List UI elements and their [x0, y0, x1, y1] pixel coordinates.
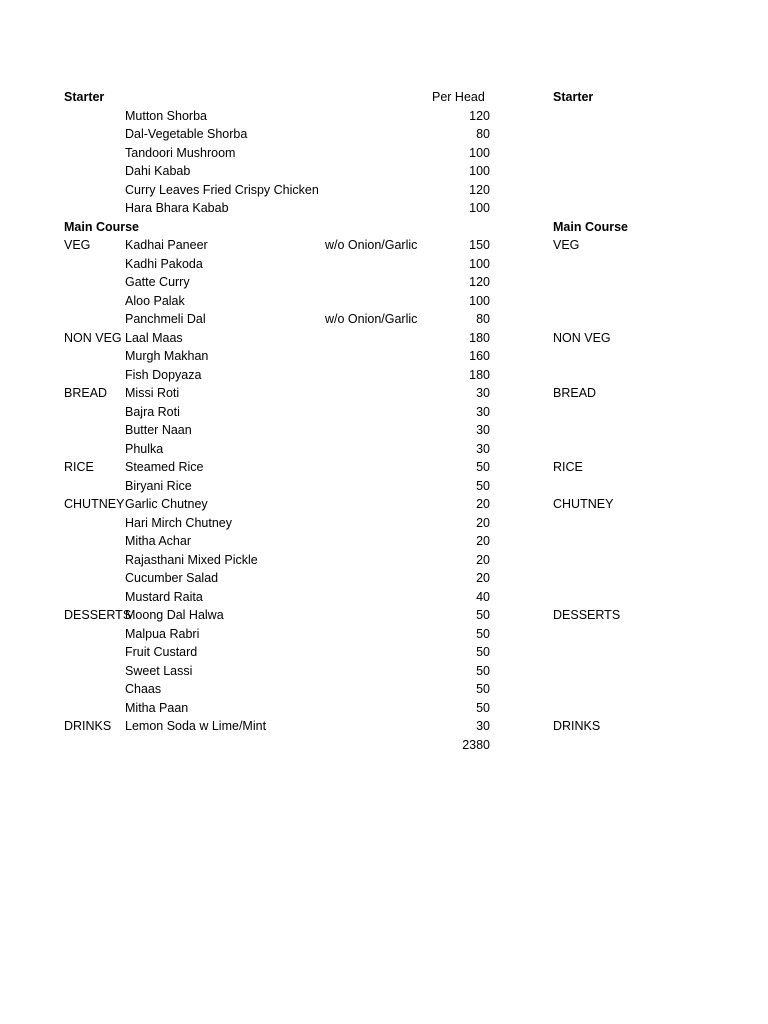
menu-row	[64, 662, 714, 681]
starter-heading: Starter	[64, 90, 105, 104]
item-name: Butter Naan	[125, 423, 192, 437]
item-note: w/o Onion/Garlic	[325, 312, 418, 326]
item-price: 100	[469, 256, 490, 271]
item-name: Hari Mirch Chutney	[125, 515, 232, 530]
item-price: 180	[469, 330, 490, 345]
menu-row	[64, 310, 714, 329]
item-price: 120	[469, 275, 490, 289]
menu-row	[64, 292, 714, 311]
menu-row	[64, 329, 714, 348]
item-price: 40	[476, 589, 490, 604]
starter-row	[64, 107, 714, 126]
item-price: 100	[469, 201, 490, 215]
item-name: Dahi Kabab	[125, 164, 191, 178]
menu-row	[64, 588, 714, 607]
item-price: 150	[469, 238, 490, 252]
item-note: w/o Onion/Garlic	[325, 238, 418, 252]
item-name: Biryani Rice	[125, 478, 192, 493]
category-label-right: BREAD	[553, 386, 597, 400]
item-name: Malpua Rabri	[125, 626, 200, 641]
menu-row	[64, 236, 714, 255]
item-price: 180	[469, 367, 490, 382]
item-price: 20	[476, 552, 490, 567]
item-price: 120	[469, 108, 490, 123]
item-price: 120	[469, 182, 490, 197]
category-label: NON VEG	[64, 330, 122, 345]
menu-row	[64, 421, 714, 440]
item-price: 20	[476, 497, 490, 511]
item-price: 50	[476, 700, 490, 715]
item-name: Mitha Achar	[125, 534, 192, 548]
menu-row	[64, 458, 714, 477]
menu-row	[64, 643, 714, 662]
item-price: 30	[476, 719, 490, 733]
item-name: Bajra Roti	[125, 404, 180, 419]
menu-sheet	[64, 88, 714, 754]
item-price: 20	[476, 534, 490, 548]
item-price: 160	[469, 349, 490, 363]
category-label: DESSERTS	[64, 608, 132, 622]
item-price: 50	[476, 478, 490, 493]
menu-row	[64, 717, 714, 736]
item-price: 30	[476, 386, 490, 400]
menu-row	[64, 625, 714, 644]
menu-row	[64, 532, 714, 551]
menu-row	[64, 477, 714, 496]
starter-row	[64, 144, 714, 163]
item-price: 50	[476, 608, 490, 622]
item-price: 50	[476, 663, 490, 678]
menu-row	[64, 366, 714, 385]
item-name: Chaas	[125, 682, 162, 696]
starter-row	[64, 125, 714, 144]
category-label-right: NON VEG	[553, 330, 611, 345]
item-name: Fruit Custard	[125, 645, 198, 659]
item-price: 20	[476, 571, 490, 585]
category-label-right: DESSERTS	[553, 608, 621, 622]
item-name: Lemon Soda w Lime/Mint	[125, 719, 267, 733]
item-name: Hara Bhara Kabab	[125, 201, 229, 215]
item-price: 80	[476, 127, 490, 141]
item-price: 30	[476, 441, 490, 456]
total-value: 2380	[462, 737, 490, 752]
category-label: VEG	[64, 238, 91, 252]
item-price: 50	[476, 682, 490, 696]
item-name: Dal-Vegetable Shorba	[125, 127, 248, 141]
menu-row	[64, 569, 714, 588]
category-label: CHUTNEY	[64, 497, 125, 511]
main-course-heading: Main Course	[64, 219, 140, 234]
item-name: Gatte Curry	[125, 275, 190, 289]
item-name: Panchmeli Dal	[125, 312, 206, 326]
item-name: Rajasthani Mixed Pickle	[125, 552, 258, 567]
item-name: Tandoori Mushroom	[125, 145, 236, 160]
starter-heading-right: Starter	[553, 90, 594, 104]
item-name: Missi Roti	[125, 386, 180, 400]
item-name: Curry Leaves Fried Crispy Chicken	[125, 182, 319, 197]
item-price: 100	[469, 293, 490, 308]
main-course-row	[64, 218, 714, 237]
item-price: 50	[476, 645, 490, 659]
category-label-right: RICE	[553, 460, 583, 474]
category-label: BREAD	[64, 386, 108, 400]
header-row	[64, 88, 714, 107]
item-name: Mitha Paan	[125, 700, 189, 715]
menu-row	[64, 403, 714, 422]
menu-rows	[64, 236, 714, 736]
item-name: Aloo Palak	[125, 293, 185, 308]
item-price: 100	[469, 145, 490, 160]
item-price: 80	[476, 312, 490, 326]
main-course-heading-right: Main Course	[553, 219, 629, 234]
category-label: DRINKS	[64, 719, 112, 733]
menu-row	[64, 384, 714, 403]
item-name: Laal Maas	[125, 330, 183, 345]
menu-row	[64, 551, 714, 570]
item-name: Mutton Shorba	[125, 108, 207, 123]
per-head-heading: Per Head	[432, 90, 485, 104]
menu-row	[64, 440, 714, 459]
menu-row	[64, 699, 714, 718]
category-label-right: DRINKS	[553, 719, 601, 733]
category-label-right: VEG	[553, 238, 580, 252]
item-price: 30	[476, 423, 490, 437]
starter-row	[64, 162, 714, 181]
item-name: Murgh Makhan	[125, 349, 209, 363]
menu-row	[64, 606, 714, 625]
menu-row	[64, 495, 714, 514]
item-name: Sweet Lassi	[125, 663, 193, 678]
menu-row	[64, 347, 714, 366]
item-name: Steamed Rice	[125, 460, 204, 474]
item-name: Kadhi Pakoda	[125, 256, 203, 271]
item-price: 50	[476, 460, 490, 474]
item-name: Phulka	[125, 441, 164, 456]
item-name: Cucumber Salad	[125, 571, 219, 585]
item-price: 30	[476, 404, 490, 419]
item-name: Kadhai Paneer	[125, 238, 208, 252]
total-row	[64, 736, 714, 755]
item-price: 100	[469, 164, 490, 178]
menu-row	[64, 680, 714, 699]
starter-row	[64, 199, 714, 218]
item-name: Moong Dal Halwa	[125, 608, 224, 622]
item-name: Garlic Chutney	[125, 497, 208, 511]
menu-row	[64, 255, 714, 274]
item-name: Mustard Raita	[125, 589, 203, 604]
item-name: Fish Dopyaza	[125, 367, 202, 382]
menu-row	[64, 514, 714, 533]
category-label: RICE	[64, 460, 94, 474]
item-price: 50	[476, 626, 490, 641]
starter-row	[64, 181, 714, 200]
category-label-right: CHUTNEY	[553, 497, 614, 511]
menu-row	[64, 273, 714, 292]
item-price: 20	[476, 515, 490, 530]
